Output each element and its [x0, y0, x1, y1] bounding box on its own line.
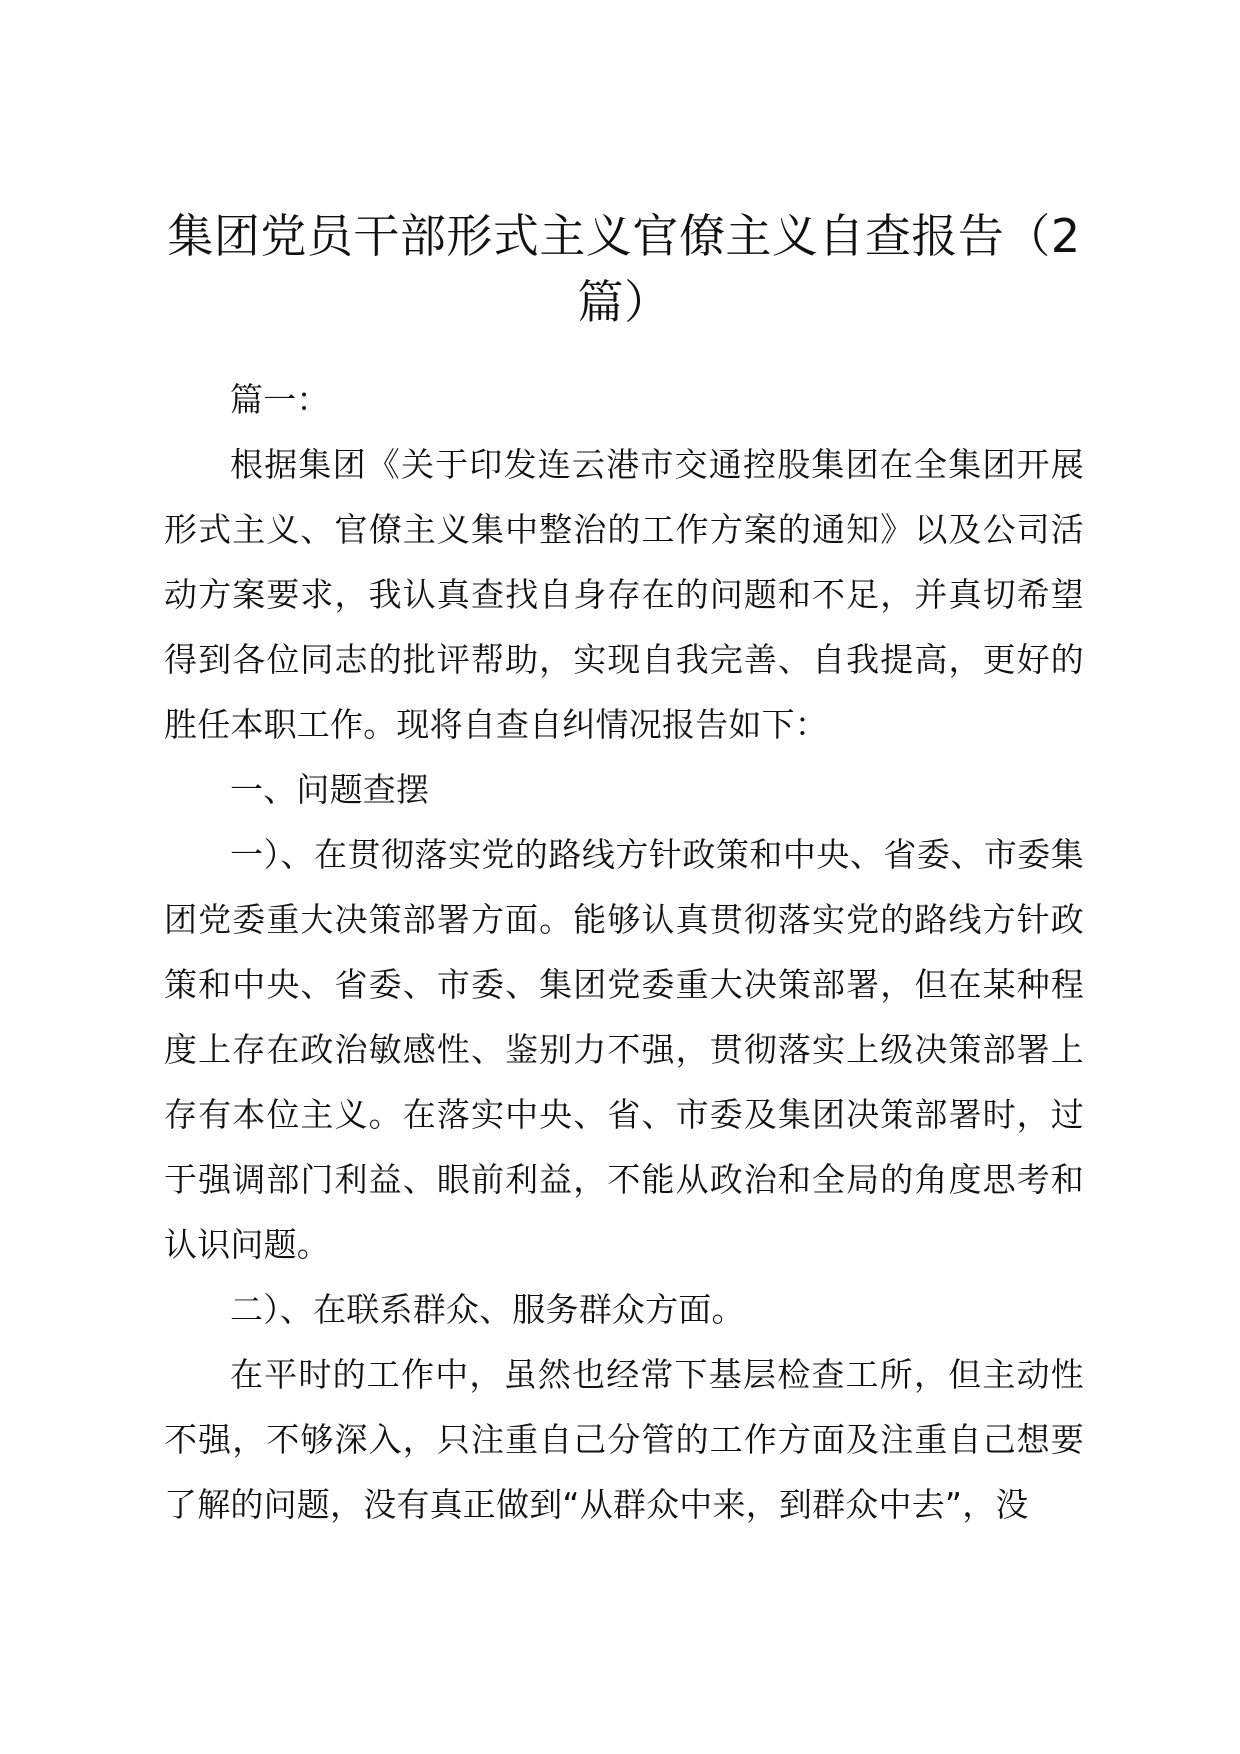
document-body: [164, 367, 1084, 1537]
document-title: 集团党员干部形式主义官僚主义自查报告（2篇）: [167, 209, 1081, 329]
paragraph-daily-work: 在平时的工作中，虽然也经常下基层检查工所，但主动性不强，不够深入，只注重自己分管的工作方面及注重自己想要了解的问题，没有真正做到“从群众中来，到群众中去”，没: [164, 1355, 1084, 1524]
heading-problem-review: 一、问题查摆: [230, 770, 430, 809]
paragraph-policy-implementation: 一）、在贯彻落实党的路线方针政策和中央、省委、市委集团党委重大决策部署方面。能够认真贯彻落实党的路线方针政策和中央、省委、市委、集团党委重大决策部署，但在某种程度上存在政治敏感性、鉴别力不强，贯彻落实上级决策部署上存有本位主义。在落实中央、省、市委及集团决策部署时，过于强调部门利益、眼前利益，不能从政治和全局的角度思考和认识问题。: [164, 835, 1084, 1264]
paragraph-intro: 根据集团《关于印发连云港市交通控股集团在全集团开展形式主义、官僚主义集中整治的工作方案的通知》以及公司活动方案要求，我认真查找自身存在的问题和不足，并真切希望得到各位同志的批评帮助，实现自我完善、自我提高，更好的胜任本职工作。现将自查自纠情况报告如下：: [164, 445, 1084, 744]
heading-serving-masses: 二）、在联系群众、服务群众方面。: [230, 1290, 745, 1329]
paragraph-section-label: 篇一：: [230, 380, 330, 419]
